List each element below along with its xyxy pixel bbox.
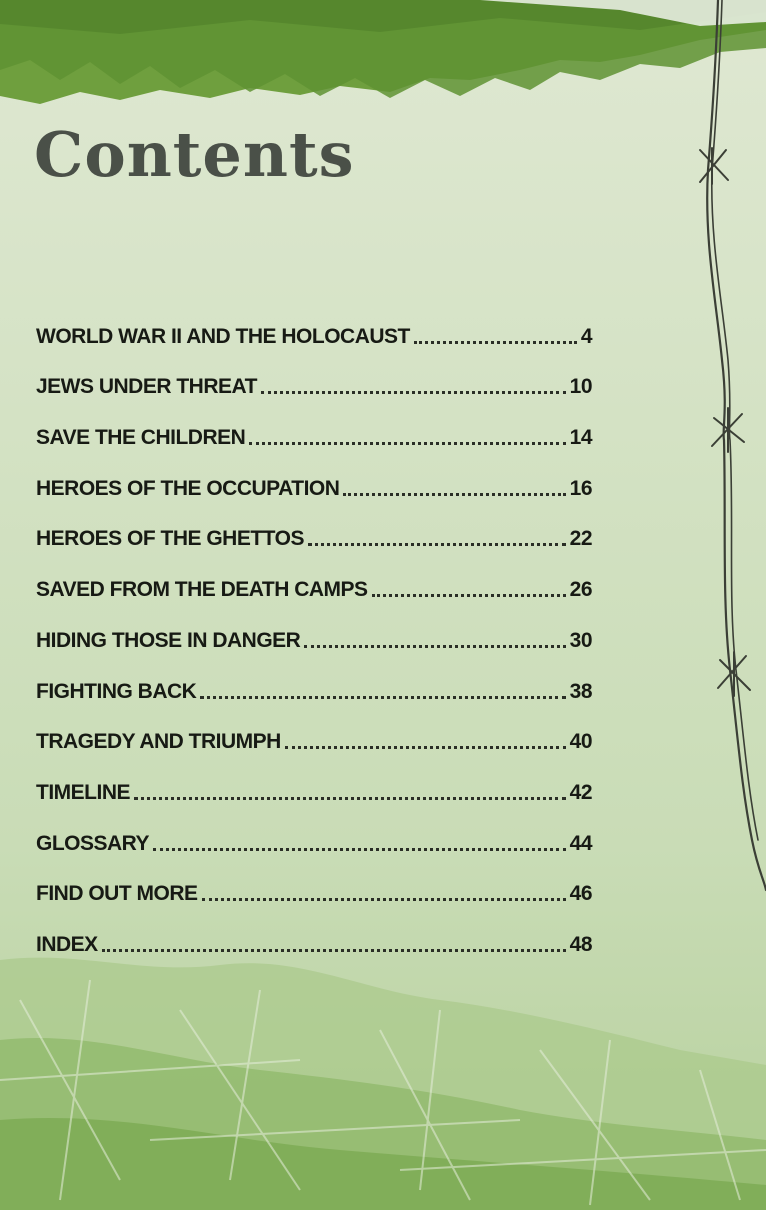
toc-entry[interactable]: [36, 858, 592, 909]
toc-entry-page-number: 22: [569, 527, 592, 551]
dot-leader: [261, 391, 566, 394]
toc-entry[interactable]: [36, 807, 592, 858]
barbed-wire: [700, 0, 766, 890]
toc-entry-label: JEWS UNDER THREAT: [36, 375, 257, 399]
toc-entry-page-number: 14: [569, 426, 592, 450]
toc-entry[interactable]: [36, 351, 592, 402]
toc-entry[interactable]: [36, 655, 592, 706]
toc-entry-page-number: 26: [569, 578, 592, 602]
toc-entry[interactable]: [36, 756, 592, 807]
dot-leader: [153, 848, 566, 851]
dot-leader: [343, 493, 565, 496]
dot-leader: [102, 949, 566, 952]
toc-entry-label: HIDING THOSE IN DANGER: [36, 628, 301, 652]
toc-entry-label: SAVED FROM THE DEATH CAMPS: [36, 578, 368, 602]
toc-entry-label: WORLD WAR II AND THE HOLOCAUST: [36, 324, 410, 348]
toc-entry-label: HEROES OF THE GHETTOS: [36, 527, 304, 551]
toc-entry-label: SAVE THE CHILDREN: [36, 426, 246, 450]
dot-leader: [304, 645, 565, 648]
toc-entry-label: GLOSSARY: [36, 831, 150, 855]
toc-entry-page-number: 46: [569, 882, 592, 906]
dot-leader: [202, 898, 566, 901]
grunge-texture: [0, 958, 766, 1210]
toc-entry-page-number: 42: [569, 780, 592, 804]
toc-entry[interactable]: [36, 503, 592, 554]
toc-entry-page-number: 48: [569, 932, 592, 956]
toc-entry[interactable]: [36, 553, 592, 604]
toc-entry[interactable]: [36, 452, 592, 503]
dot-leader: [414, 341, 577, 344]
toc-entry-label: INDEX: [36, 932, 98, 956]
toc-entry[interactable]: [36, 300, 592, 351]
toc-entry[interactable]: [36, 908, 592, 959]
toc-entry-page-number: 16: [569, 476, 592, 500]
toc-entry-label: FIGHTING BACK: [36, 679, 197, 703]
dot-leader: [308, 543, 566, 546]
dot-leader: [285, 746, 566, 749]
green-brush-stroke: [0, 0, 766, 104]
toc-entry-page-number: 38: [569, 679, 592, 703]
toc-entry-page-number: 30: [569, 628, 592, 652]
dot-leader: [249, 442, 565, 445]
toc-entry-page-number: 10: [569, 375, 592, 399]
toc-entry-page-number: 44: [569, 831, 592, 855]
toc-entry[interactable]: [36, 604, 592, 655]
page-title: Contents: [34, 118, 355, 191]
toc-entry[interactable]: [36, 706, 592, 757]
toc-entry-label: TIMELINE: [36, 780, 130, 804]
toc-entry-label: FIND OUT MORE: [36, 882, 198, 906]
toc-entry-label: HEROES OF THE OCCUPATION: [36, 476, 340, 500]
toc-entry-label: TRAGEDY AND TRIUMPH: [36, 730, 281, 754]
toc-entry-page-number: 40: [569, 730, 592, 754]
toc-entry[interactable]: [36, 401, 592, 452]
dot-leader: [134, 797, 566, 800]
table-of-contents: [36, 300, 592, 959]
dot-leader: [200, 696, 565, 699]
dot-leader: [372, 594, 566, 597]
toc-entry-page-number: 4: [580, 324, 592, 348]
